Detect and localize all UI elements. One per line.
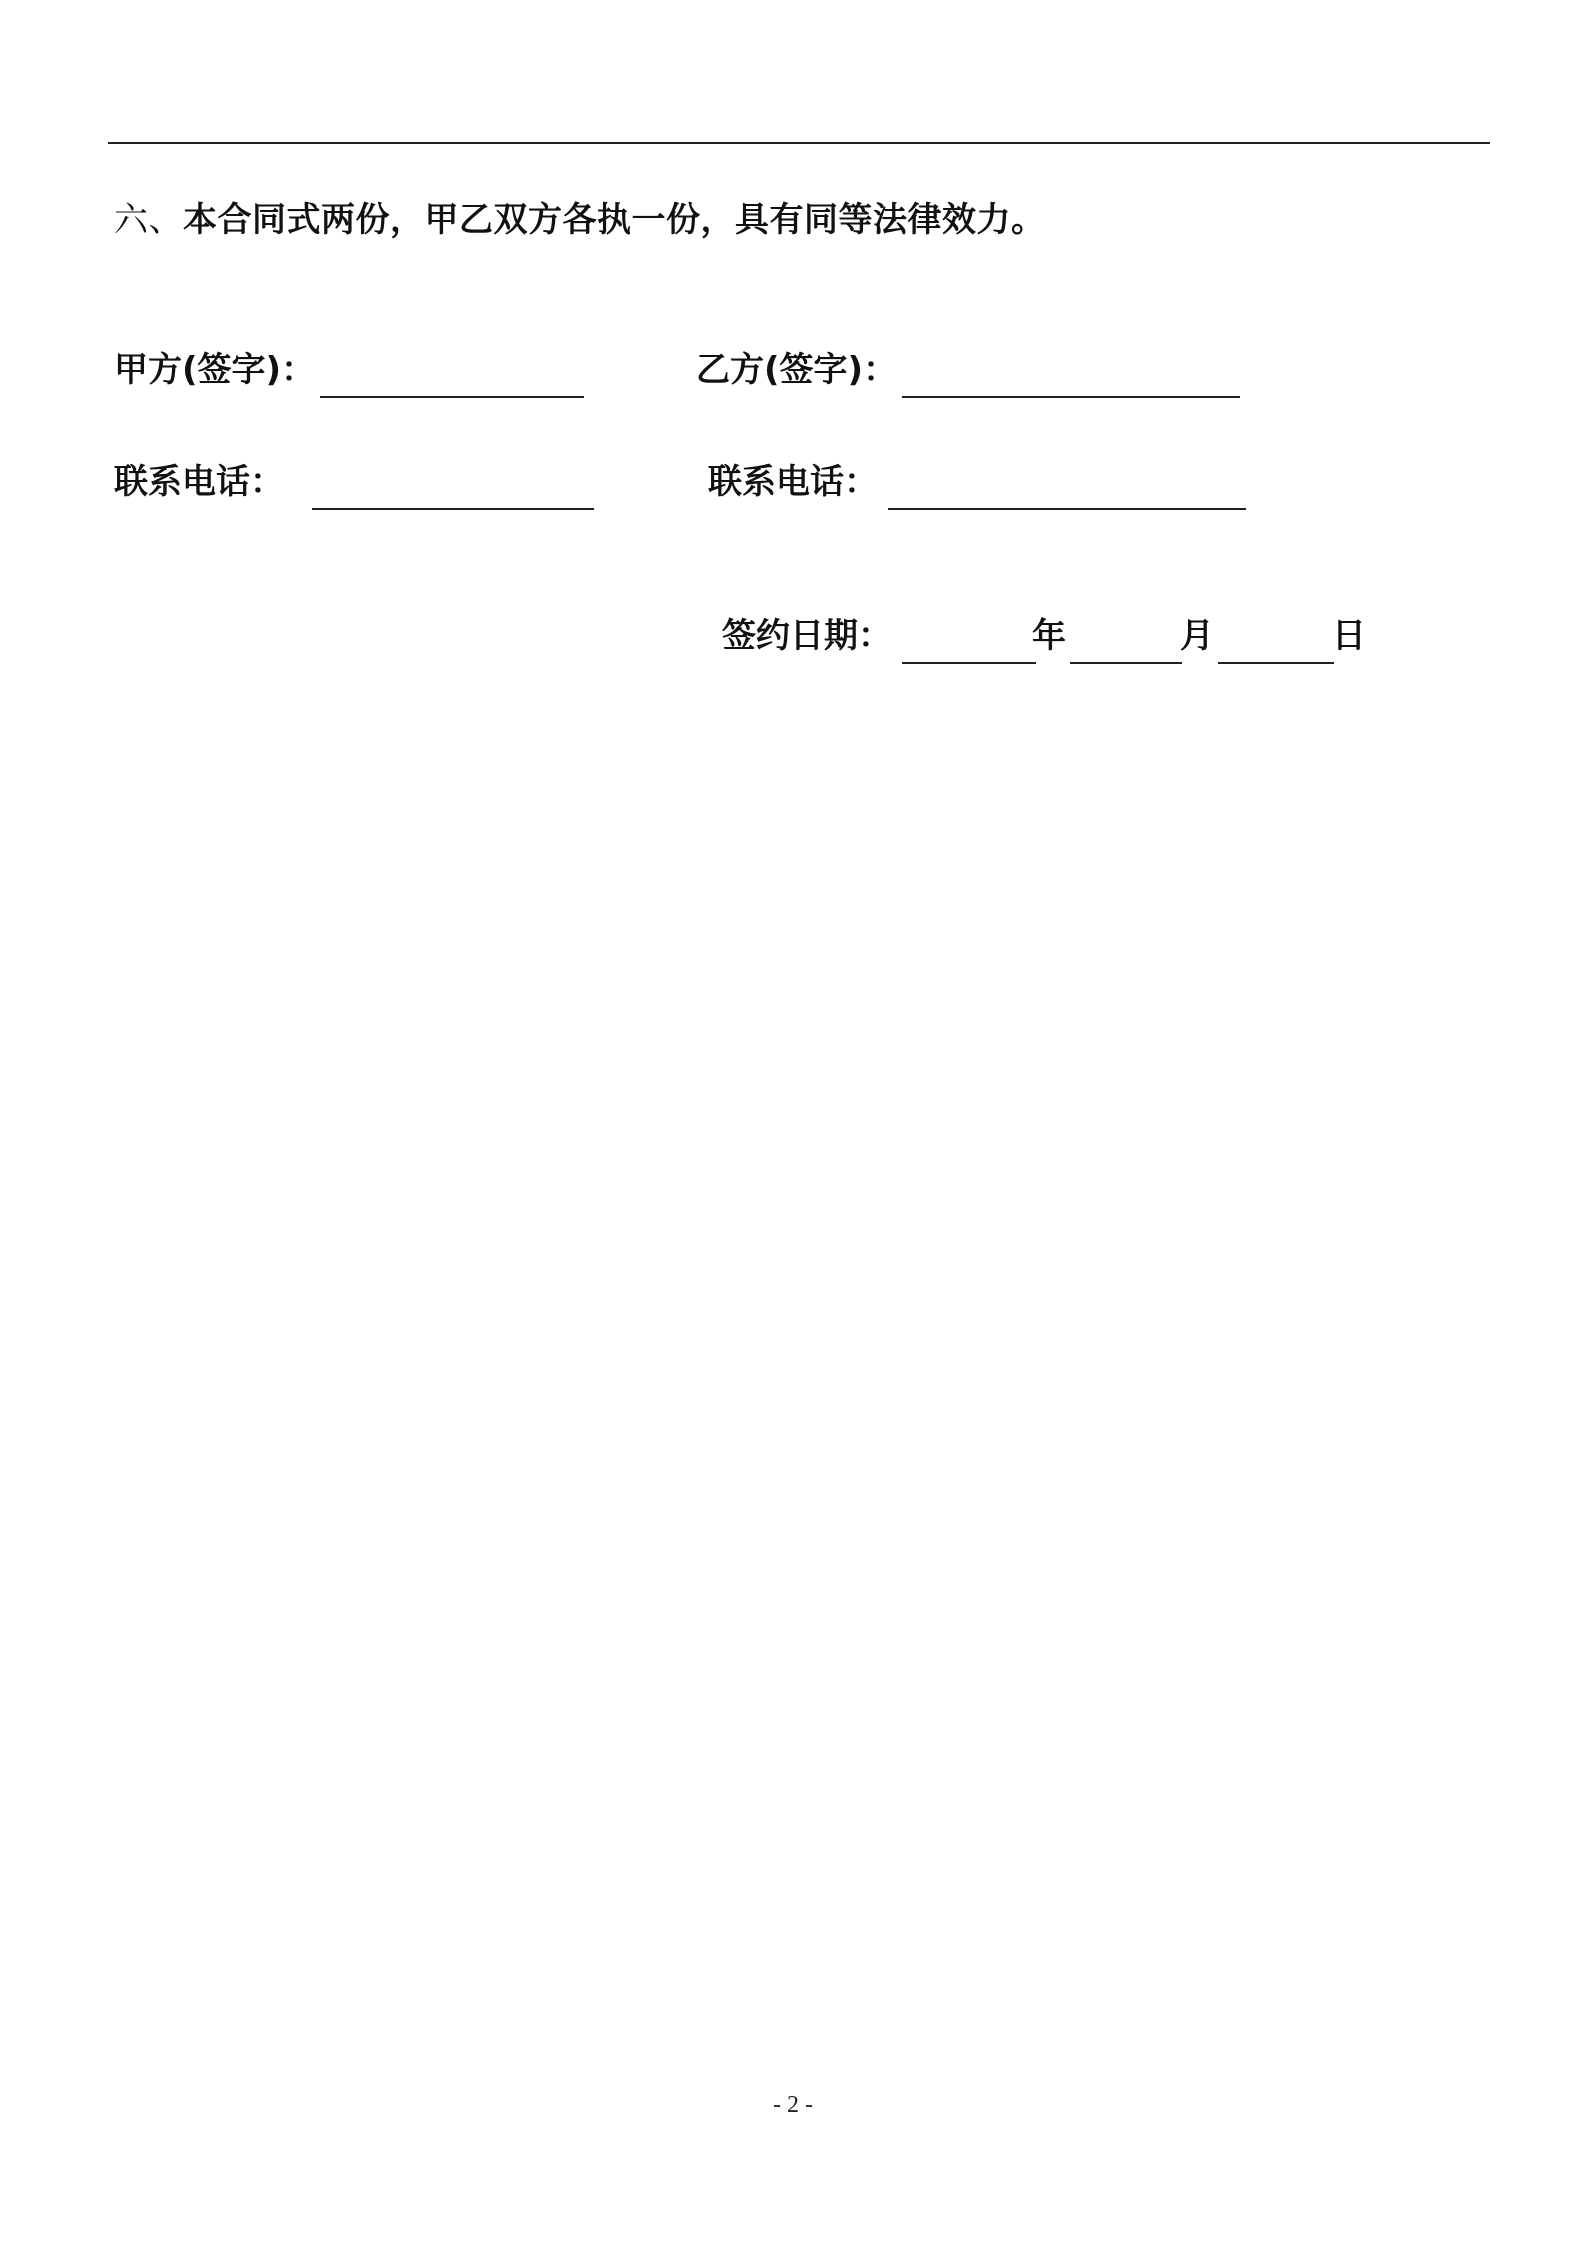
party-a-signature-line[interactable] — [320, 396, 584, 398]
party-b-phone-label: 联系电话： — [708, 462, 878, 502]
signing-date-label: 签约日期： — [722, 616, 892, 656]
day-label: 日 — [1332, 616, 1366, 656]
header-rule — [108, 142, 1490, 144]
signing-date-row — [722, 612, 1382, 668]
party-b-signature-label: 乙方(签字)： — [696, 350, 898, 390]
party-a-phone-line[interactable] — [312, 508, 594, 510]
party-b-signature-line[interactable] — [902, 396, 1240, 398]
page-number: - 2 - — [773, 2092, 813, 2118]
clause-number: 六、 — [114, 200, 183, 240]
party-a-signature-label: 甲方(签字)： — [114, 350, 316, 390]
party-b-phone-line[interactable] — [888, 508, 1246, 510]
party-a-phone-label: 联系电话： — [114, 462, 284, 502]
day-blank[interactable] — [1218, 662, 1334, 664]
clause-text: 本合同式两份，甲乙双方各执一份，具有同等法律效力。 — [183, 200, 1046, 240]
month-label: 月 — [1180, 616, 1214, 656]
month-blank[interactable] — [1070, 662, 1182, 664]
year-blank[interactable] — [902, 662, 1036, 664]
year-label: 年 — [1032, 616, 1066, 656]
clause-six — [114, 196, 1046, 244]
